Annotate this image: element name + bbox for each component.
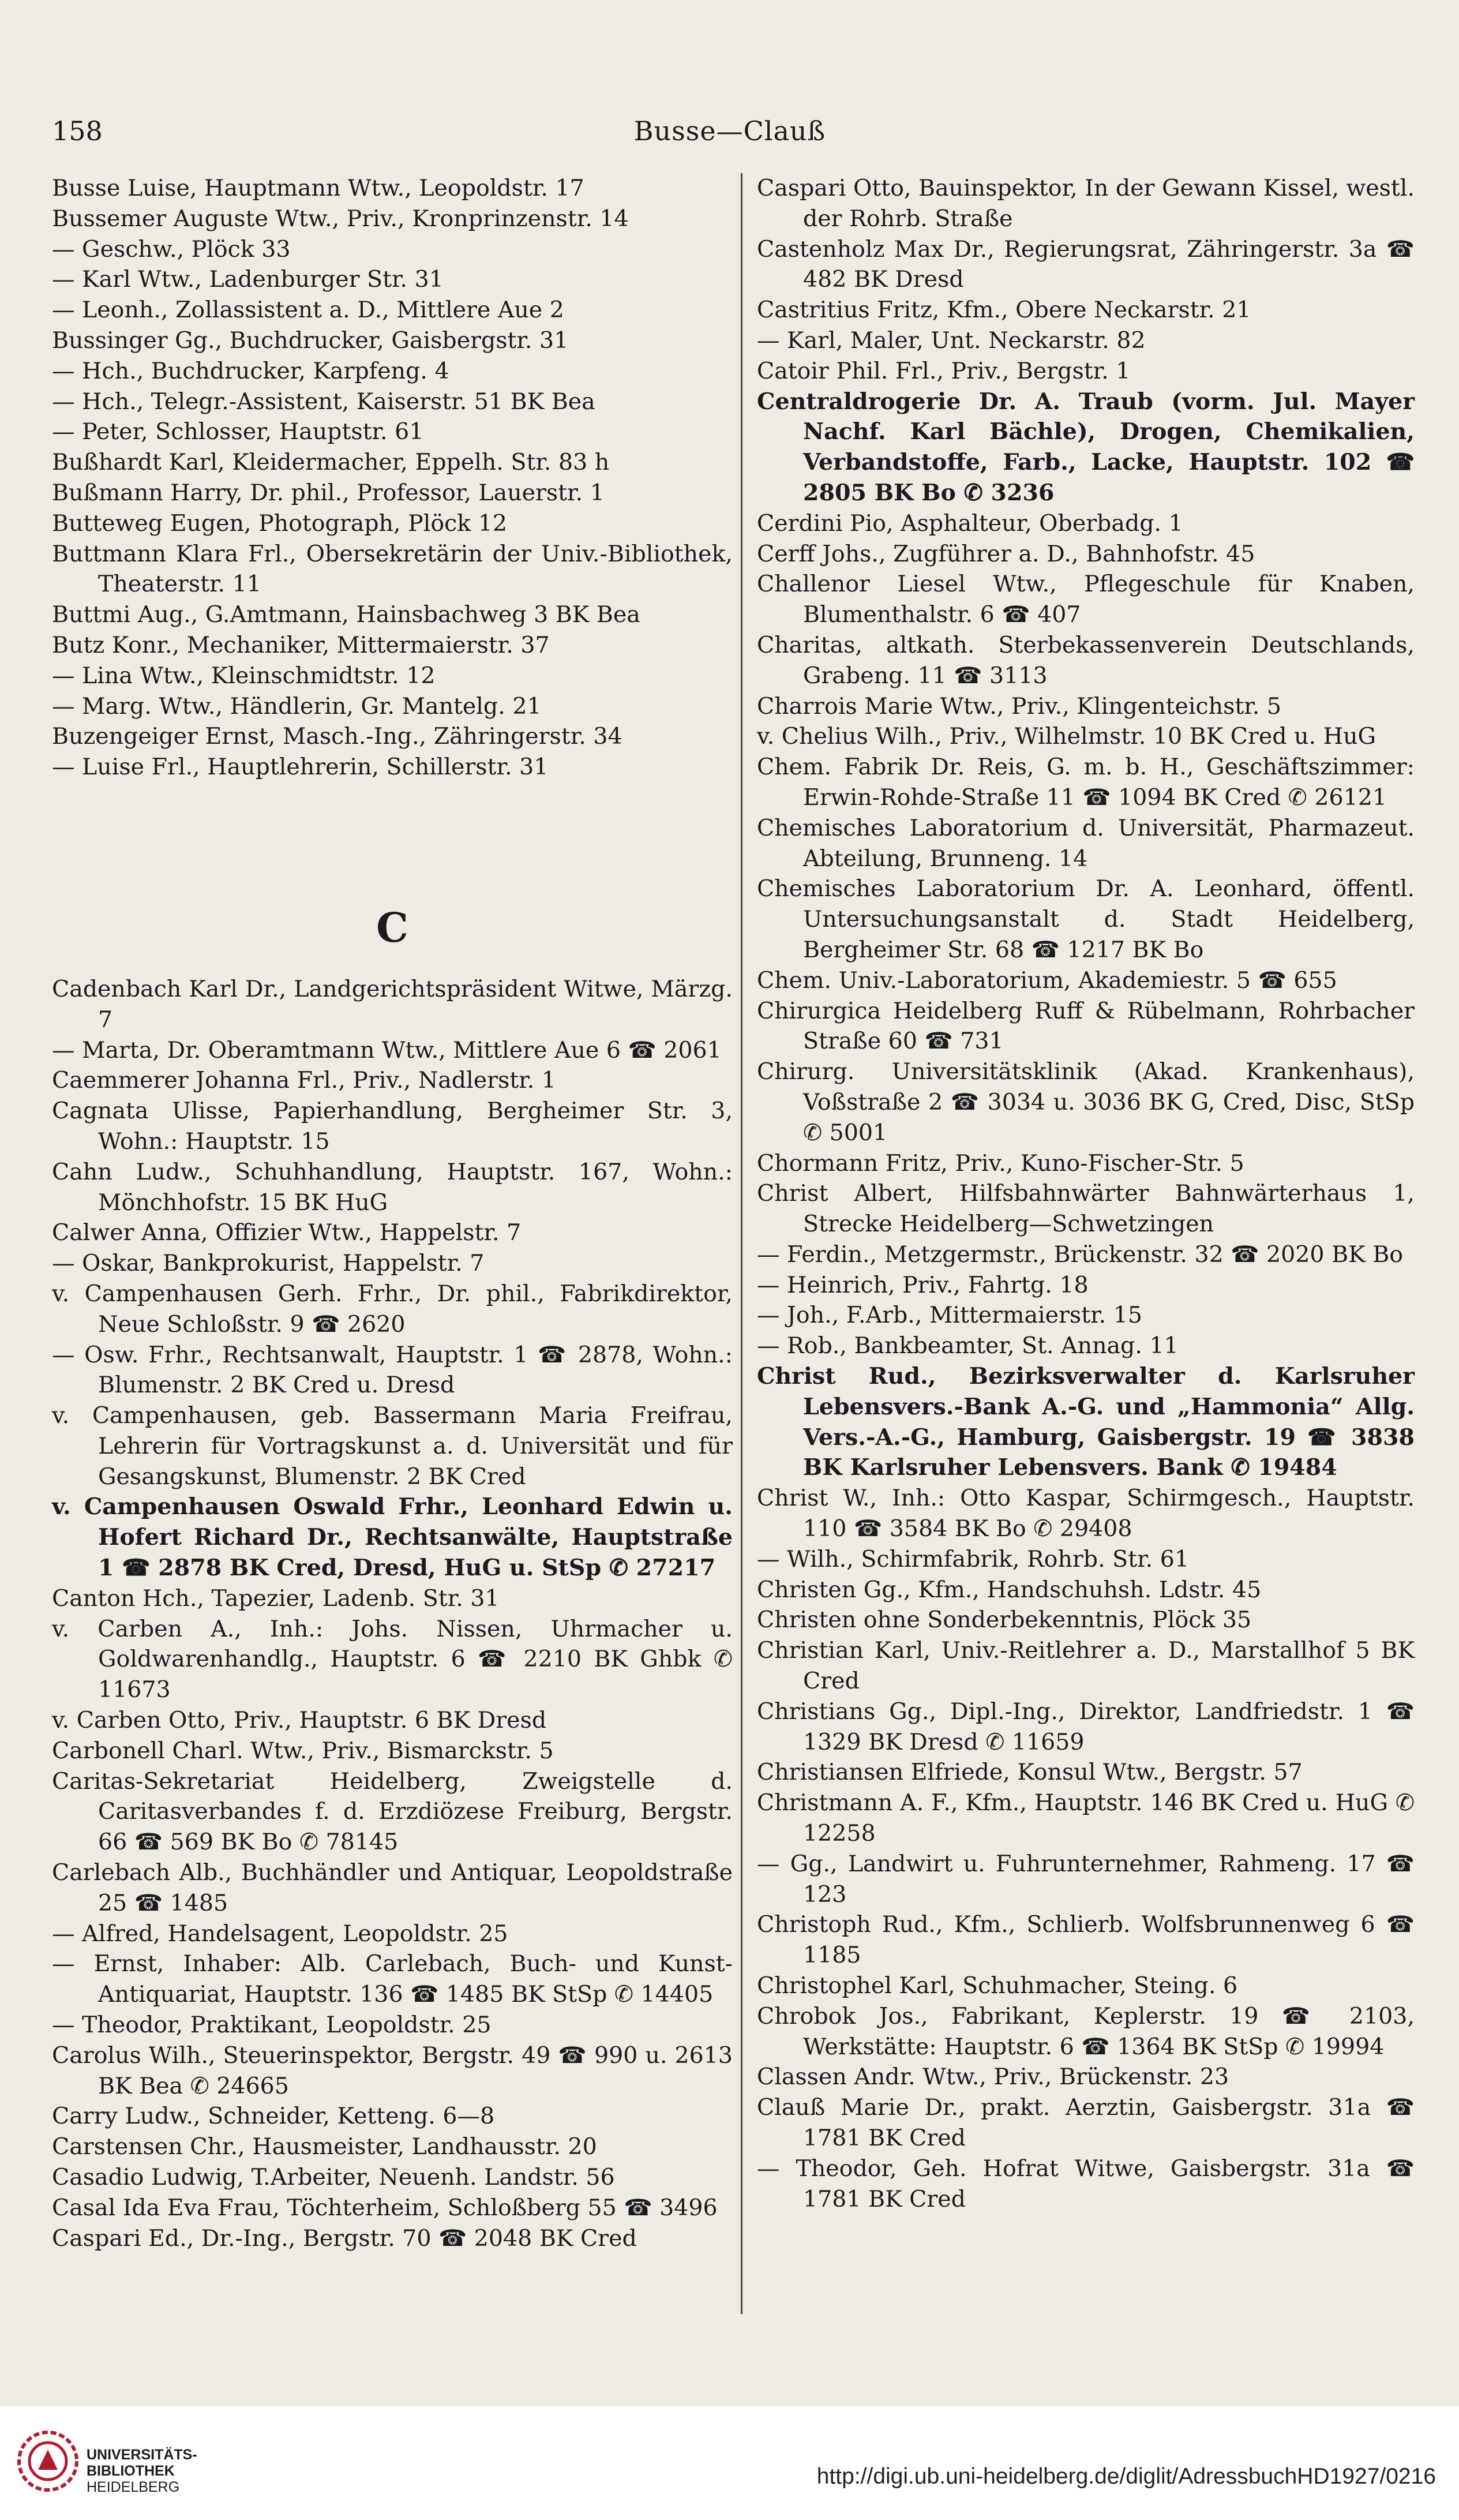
- footer-bar: [0, 2406, 1459, 2520]
- directory-entry: — Geschw., Plöck 33: [52, 235, 291, 263]
- directory-entry: v. Carben A., Inh.: Johs. Nissen, Uhrmacher u. Goldwarenhandlg., Hauptstr. 6 ☎ 2210 BK Ghbk ✆ 11673: [52, 1615, 733, 1703]
- directory-entry: — Joh., F.Arb., Mittermaierstr. 15: [757, 1302, 1142, 1329]
- directory-entry: — Hch., Telegr.-Assistent, Kaiserstr. 51 BK Bea: [52, 388, 595, 415]
- directory-entry: Buzengeiger Ernst, Masch.-Ing., Zähringerstr. 34: [52, 723, 622, 750]
- directory-entry: Christen Gg., Kfm., Handschuhsh. Ldstr. 45: [757, 1576, 1262, 1603]
- right-column: [757, 173, 1415, 2214]
- directory-entry: Christians Gg., Dipl.-Ing., Direktor, Landfriedstr. 1 ☎ 1329 BK Dresd ✆ 11659: [757, 1698, 1415, 1755]
- directory-entry: Chormann Fritz, Priv., Kuno-Fischer-Str. 5: [757, 1149, 1244, 1177]
- directory-entry: — Ernst, Inhaber: Alb. Carlebach, Buch- und Kunst-Antiquariat, Hauptstr. 136 ☎ 1485 BK StSp ✆ 14405: [52, 1950, 733, 2008]
- directory-entry: — Oskar, Bankprokurist, Happelstr. 7: [52, 1250, 485, 1277]
- directory-entry: — Marta, Dr. Oberamtmann Wtw., Mittlere Aue 6 ☎ 2061: [52, 1036, 722, 1064]
- directory-entry: Charitas, altkath. Sterbekassenverein Deutschlands, Grabeng. 11 ☎ 3113: [757, 631, 1415, 689]
- directory-entry: — Luise Frl., Hauptlehrerin, Schillerstr. 31: [52, 754, 549, 781]
- directory-entry: Chirurg. Universitätsklinik (Akad. Krankenhaus), Voßstraße 2 ☎ 3034 u. 3036 BK G, Cred, Disc, StSp ✆ 5001: [757, 1058, 1415, 1146]
- directory-entry: — Karl Wtw., Ladenburger Str. 31: [52, 266, 444, 293]
- directory-entry: — Theodor, Geh. Hofrat Witwe, Gaisbergstr. 31a ☎ 1781 BK Cred: [757, 2155, 1415, 2212]
- directory-entry: Carolus Wilh., Steuerinspektor, Bergstr. 49 ☎ 990 u. 2613 BK Bea ✆ 24665: [52, 2042, 733, 2099]
- directory-entry: Bußhardt Karl, Kleidermacher, Eppelh. Str. 83 h: [52, 449, 610, 476]
- section-letter-c: C: [376, 903, 408, 952]
- directory-entry: Christ Albert, Hilfsbahnwärter Bahnwärterhaus 1, Strecke Heidelberg—Schwetzingen: [757, 1180, 1415, 1238]
- directory-entry: Catoir Phil. Frl., Priv., Bergstr. 1: [757, 357, 1131, 384]
- entries-b-section: [52, 173, 733, 782]
- directory-entry: — Ferdin., Metzgermstr., Brückenstr. 32 ☎ 2020 BK Bo: [757, 1241, 1404, 1268]
- directory-entry: Christoph Rud., Kfm., Schlierb. Wolfsbrunnenweg 6 ☎ 1185: [757, 1911, 1415, 1969]
- directory-entry: Chem. Fabrik Dr. Reis, G. m. b. H., Geschäftszimmer: Erwin-Rohde-Straße 11 ☎ 1094 BK Cred ✆ 26121: [757, 754, 1415, 811]
- directory-entry: — Heinrich, Priv., Fahrtg. 18: [757, 1271, 1089, 1298]
- directory-entry: — Lina Wtw., Kleinschmidtstr. 12: [52, 662, 436, 689]
- directory-entry: Caspari Otto, Bauinspektor, In der Gewann Kissel, westl. der Rohrb. Straße: [757, 175, 1415, 232]
- directory-entry: Butz Konr., Mechaniker, Mittermaierstr. 37: [52, 631, 550, 658]
- directory-entry: Buttmann Klara Frl., Obersekretärin der Univ.-Bibliothek, Theaterstr. 11: [52, 540, 733, 598]
- page-number: 158: [52, 115, 103, 147]
- entries-c-continued: [757, 173, 1415, 2214]
- logo-line-3: HEIDELBERG: [87, 2479, 180, 2495]
- directory-entry: Buttmi Aug., G.Amtmann, Hainsbachweg 3 BK Bea: [52, 601, 640, 628]
- directory-entry: Canton Hch., Tapezier, Ladenb. Str. 31: [52, 1585, 500, 1612]
- directory-entry: Bussinger Gg., Buchdrucker, Gaisbergstr. 31: [52, 327, 569, 354]
- directory-entry: — Theodor, Praktikant, Leopoldstr. 25: [52, 2012, 492, 2039]
- directory-entry: Charrois Marie Wtw., Priv., Klingenteichstr. 5: [757, 692, 1282, 720]
- directory-entry: Cahn Ludw., Schuhhandlung, Hauptstr. 167, Wohn.: Mönchhofstr. 15 BK HuG: [52, 1158, 733, 1216]
- entries-c-section: [52, 974, 733, 2253]
- directory-entry: Cagnata Ulisse, Papierhandlung, Bergheimer Str. 3, Wohn.: Hauptstr. 15: [52, 1098, 733, 1155]
- directory-entry: — Osw. Frhr., Rechtsanwalt, Hauptstr. 1 ☎ 2878, Wohn.: Blumenstr. 2 BK Cred u. Dresd: [52, 1341, 733, 1399]
- directory-entry: Carstensen Chr., Hausmeister, Landhausstr. 20: [52, 2133, 597, 2160]
- directory-entry: Christophel Karl, Schuhmacher, Steing. 6: [757, 1972, 1238, 1999]
- directory-entry: Castritius Fritz, Kfm., Obere Neckarstr. 21: [757, 297, 1251, 324]
- directory-entry: v. Campenhausen Oswald Frhr., Leonhard Edwin u. Hofert Richard Dr., Rechtsanwälte, Hauptstraße 1 ☎ 2878 BK Cred, Dresd, HuG u. StSp ✆ 27217: [52, 1493, 733, 1582]
- directory-entry: Challenor Liesel Wtw., Pflegeschule für Knaben, Blumenthalstr. 6 ☎ 407: [757, 571, 1415, 628]
- directory-entry: Chrobok Jos., Fabrikant, Keplerstr. 19 ☎ 2103, Werkstätte: Hauptstr. 6 ☎ 1364 BK StSp ✆ 19994: [757, 2002, 1415, 2060]
- directory-entry: Caspari Ed., Dr.-Ing., Bergstr. 70 ☎ 2048 BK Cred: [52, 2225, 637, 2252]
- directory-entry: Calwer Anna, Offizier Wtw., Happelstr. 7: [52, 1219, 522, 1246]
- directory-entry: — Marg. Wtw., Händlerin, Gr. Mantelg. 21: [52, 692, 542, 720]
- directory-entry: Carbonell Charl. Wtw., Priv., Bismarckstr. 5: [52, 1737, 554, 1764]
- directory-entry: — Rob., Bankbeamter, St. Annag. 11: [757, 1332, 1179, 1360]
- directory-entry: — Alfred, Handelsagent, Leopoldstr. 25: [52, 1920, 508, 1947]
- running-head: Busse—Clauß: [633, 115, 826, 147]
- directory-entry: Bußmann Harry, Dr. phil., Professor, Lauerstr. 1: [52, 479, 605, 506]
- directory-entry: — Peter, Schlosser, Hauptstr. 61: [52, 418, 424, 445]
- directory-entry: — Wilh., Schirmfabrik, Rohrb. Str. 61: [757, 1545, 1190, 1572]
- directory-entry: Christian Karl, Univ.-Reitlehrer a. D., Marstallhof 5 BK Cred: [757, 1637, 1415, 1695]
- directory-entry: v. Campenhausen, geb. Bassermann Maria Freifrau, Lehrerin für Vortragskunst a. d. Universität und für Gesangskunst, Blumenstr. 2 BK Cred: [52, 1402, 733, 1490]
- section-gap: [52, 782, 733, 886]
- directory-entry: Christ W., Inh.: Otto Kaspar, Schirmgesch., Hauptstr. 110 ☎ 3584 BK Bo ✆ 29408: [757, 1485, 1415, 1542]
- directory-entry: Caemmerer Johanna Frl., Priv., Nadlerstr. 1: [52, 1067, 556, 1094]
- directory-entry: — Leonh., Zollassistent a. D., Mittlere Aue 2: [52, 297, 564, 324]
- directory-entry: Chirurgica Heidelberg Ruff & Rübelmann, Rohrbacher Straße 60 ☎ 731: [757, 997, 1415, 1055]
- directory-entry: Centraldrogerie Dr. A. Traub (vorm. Jul. Mayer Nachf. Karl Bächle), Drogen, Chemikalien, Verbandstoffe, Farb., Lacke, Hauptstr. 102 ☎ 2805 BK Bo ✆ 3236: [757, 388, 1415, 506]
- directory-entry: Carry Ludw., Schneider, Ketteng. 6—8: [52, 2103, 495, 2130]
- directory-entry: Busse Luise, Hauptmann Wtw., Leopoldstr. 17: [52, 175, 584, 201]
- directory-entry: Christiansen Elfriede, Konsul Wtw., Bergstr. 57: [757, 1759, 1303, 1786]
- directory-entry: Caritas-Sekretariat Heidelberg, Zweigstelle d. Caritasverbandes f. d. Erzdiözese Freiburg, Bergstr. 66 ☎ 569 BK Bo ✆ 78145: [52, 1768, 733, 1856]
- directory-entry: Christen ohne Sonderbekenntnis, Plöck 35: [757, 1607, 1252, 1634]
- directory-entry: — Hch., Buchdrucker, Karpfeng. 4: [52, 357, 449, 384]
- directory-page: [46, 115, 1413, 2343]
- directory-entry: v. Campenhausen Gerh. Frhr., Dr. phil., Fabrikdirektor, Neue Schloßstr. 9 ☎ 2620: [52, 1280, 733, 1338]
- directory-entry: Bussemer Auguste Wtw., Priv., Kronprinzenstr. 14: [52, 205, 629, 232]
- directory-entry: Chemisches Laboratorium Dr. A. Leonhard, öffentl. Untersuchungsanstalt d. Stadt Heidelberg, Bergheimer Str. 68 ☎ 1217 BK Bo: [757, 875, 1415, 963]
- directory-entry: Carlebach Alb., Buchhändler und Antiquar, Leopoldstraße 25 ☎ 1485: [52, 1859, 733, 1916]
- directory-entry: Castenholz Max Dr., Regierungsrat, Zähringerstr. 3a ☎ 482 BK Dresd: [757, 235, 1415, 293]
- logo-line-1: UNIVERSITÄTS-: [87, 2447, 197, 2463]
- directory-entry: Classen Andr. Wtw., Priv., Brückenstr. 23: [757, 2064, 1229, 2091]
- directory-entry: Cerdini Pio, Asphalteur, Oberbadg. 1: [757, 510, 1183, 537]
- logo-line-2: BIBLIOTHEK: [87, 2463, 175, 2479]
- directory-entry: Christ Rud., Bezirksverwalter d. Karlsruher Lebensvers.-Bank A.-G. und „Hammonia“ Allg. Vers.-A.-G., Hamburg, Gaisbergstr. 19 ☎ 3838 BK Karlsruher Lebensvers. Bank ✆ 19484: [757, 1363, 1415, 1481]
- university-seal-icon: [16, 2429, 80, 2493]
- column-divider: [741, 173, 742, 2314]
- directory-entry: Chem. Univ.-Laboratorium, Akademiestr. 5 ☎ 655: [757, 967, 1337, 994]
- directory-entry: Chemisches Laboratorium d. Universität, Pharmazeut. Abteilung, Brunneng. 14: [757, 814, 1415, 872]
- directory-entry: v. Chelius Wilh., Priv., Wilhelmstr. 10 BK Cred u. HuG: [757, 723, 1377, 750]
- directory-entry: Christmann A. F., Kfm., Hauptstr. 146 BK Cred u. HuG ✆ 12258: [757, 1789, 1415, 1847]
- source-url-link[interactable]: http://digi.ub.uni-heidelberg.de/diglit/AdressbuchHD1927/0216: [816, 2464, 1436, 2489]
- directory-entry: Cadenbach Karl Dr., Landgerichtspräsident Witwe, Märzg. 7: [52, 975, 733, 1033]
- directory-entry: — Gg., Landwirt u. Fuhrunternehmer, Rahmeng. 17 ☎ 123: [757, 1850, 1415, 1908]
- directory-entry: Casal Ida Eva Frau, Töchterheim, Schloßberg 55 ☎ 3496: [52, 2194, 718, 2221]
- directory-entry: — Karl, Maler, Unt. Neckarstr. 82: [757, 327, 1146, 354]
- left-column: [52, 173, 733, 2253]
- library-logo-text: [87, 2447, 197, 2495]
- directory-entry: Butteweg Eugen, Photograph, Plöck 12: [52, 510, 507, 537]
- directory-entry: v. Carben Otto, Priv., Hauptstr. 6 BK Dresd: [52, 1707, 547, 1734]
- directory-entry: Casadio Ludwig, T.Arbeiter, Neuenh. Landstr. 56: [52, 2164, 615, 2191]
- directory-entry: Cerff Johs., Zugführer a. D., Bahnhofstr. 45: [757, 540, 1255, 567]
- directory-entry: Clauß Marie Dr., prakt. Aerztin, Gaisbergstr. 31a ☎ 1781 BK Cred: [757, 2094, 1415, 2151]
